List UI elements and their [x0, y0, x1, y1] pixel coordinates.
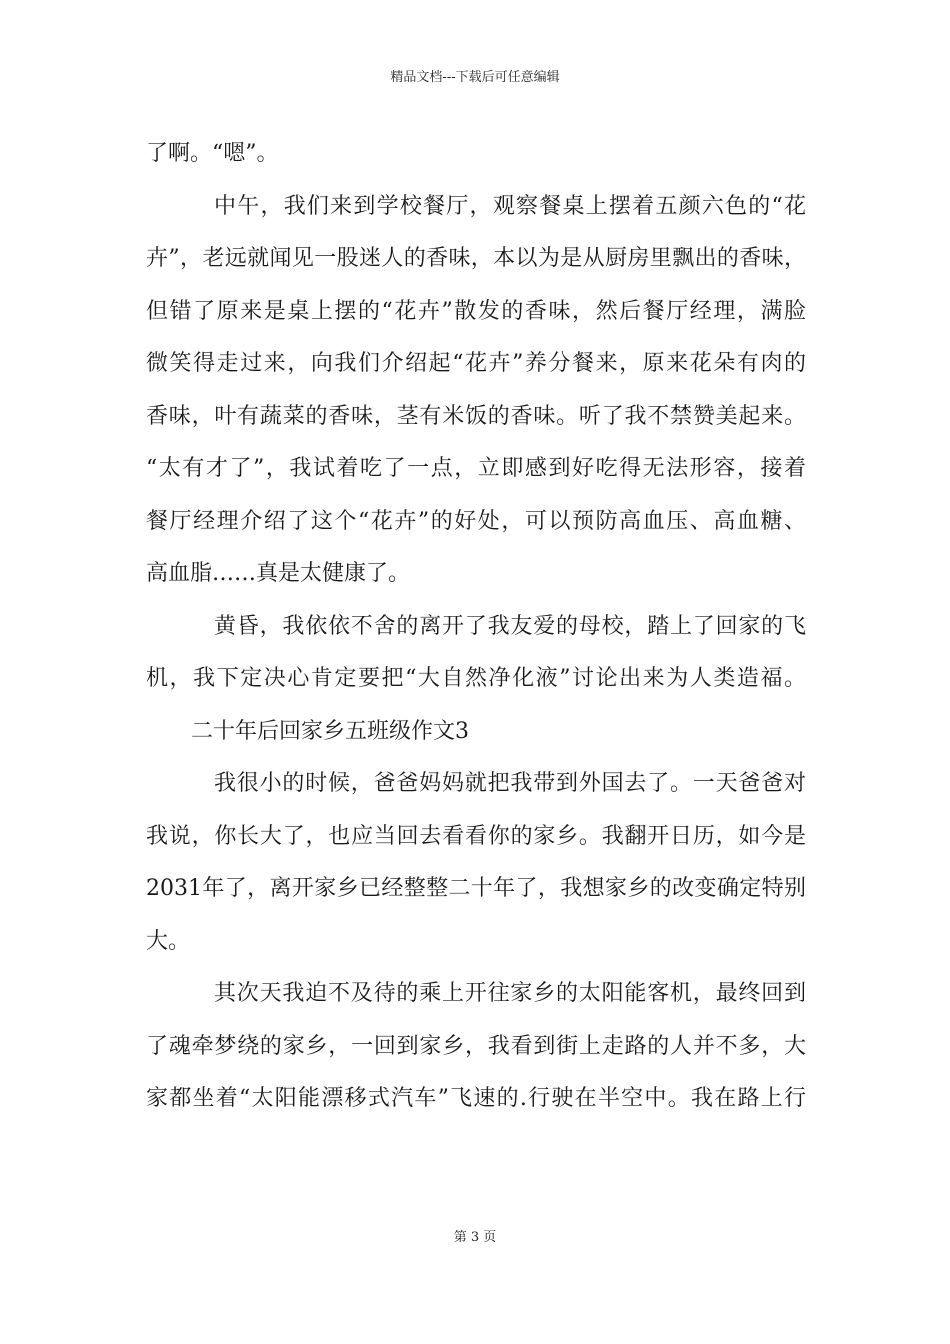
text-line: 卉”，老远就闻见一股迷人的香味，本以为是从厨房里飘出的香味， [146, 246, 806, 271]
paragraph-start-line: 中午，我们来到学校餐厅，观察餐桌上摆着五颜六色的“花 [214, 193, 806, 219]
document-body [146, 128, 806, 1126]
text-line: 微笑得走过来，向我们介绍起“花卉”养分餐来，原来花朵有肉的 [146, 351, 806, 376]
page-header: 精品文档---下载后可任意编辑 [390, 70, 560, 85]
text-line: 大。 [146, 928, 191, 954]
text-line: 高血脂……真是太健康了。 [146, 561, 411, 586]
text-line: “太有才了”，我试着吃了一点，立即感到好吃得无法形容，接着 [146, 456, 806, 481]
paragraph-start-line: 我很小的时候，爸爸妈妈就把我带到外国去了。一天爸爸对 [214, 771, 806, 796]
paragraph-start-line: 其次天我迫不及待的乘上开往家乡的太阳能客机，最终回到 [214, 981, 806, 1006]
text-line: 2031年了，离开家乡已经整整二十年了，我想家乡的改变确定特别 [146, 876, 806, 901]
text-line: 我说，你长大了，也应当回去看看你的家乡。我翻开日历，如今是 [146, 823, 806, 849]
paragraph-start-line: 黄昏，我依依不舍的离开了我友爱的母校，踏上了回家的飞 [214, 613, 806, 639]
section-heading: 二十年后回家乡五班级作文3 [191, 718, 469, 744]
text-line: 香味，叶有蔬菜的香味，茎有米饭的香味。听了我不禁赞美起来。 [146, 403, 806, 429]
page-number: 第 3 页 [453, 1230, 497, 1245]
text-line: 餐厅经理介绍了这个“花卉”的好处，可以预防高血压、高血糖、 [146, 508, 806, 534]
text-line: 机，我下定决心肯定要把“大自然净化液”讨论出来为人类造福。 [146, 666, 806, 691]
text-line: 了魂牵梦绕的家乡，一回到家乡，我看到街上走路的人并不多，大 [146, 1033, 806, 1059]
text-line: 家都坐着“太阳能漂移式汽车”飞速的.行驶在半空中。我在路上行 [146, 1086, 806, 1111]
text-line: 但错了原来是桌上摆的“花卉”散发的香味，然后餐厅经理，满脸 [146, 298, 806, 324]
text-line: 了啊。“嗯”。 [146, 141, 279, 166]
